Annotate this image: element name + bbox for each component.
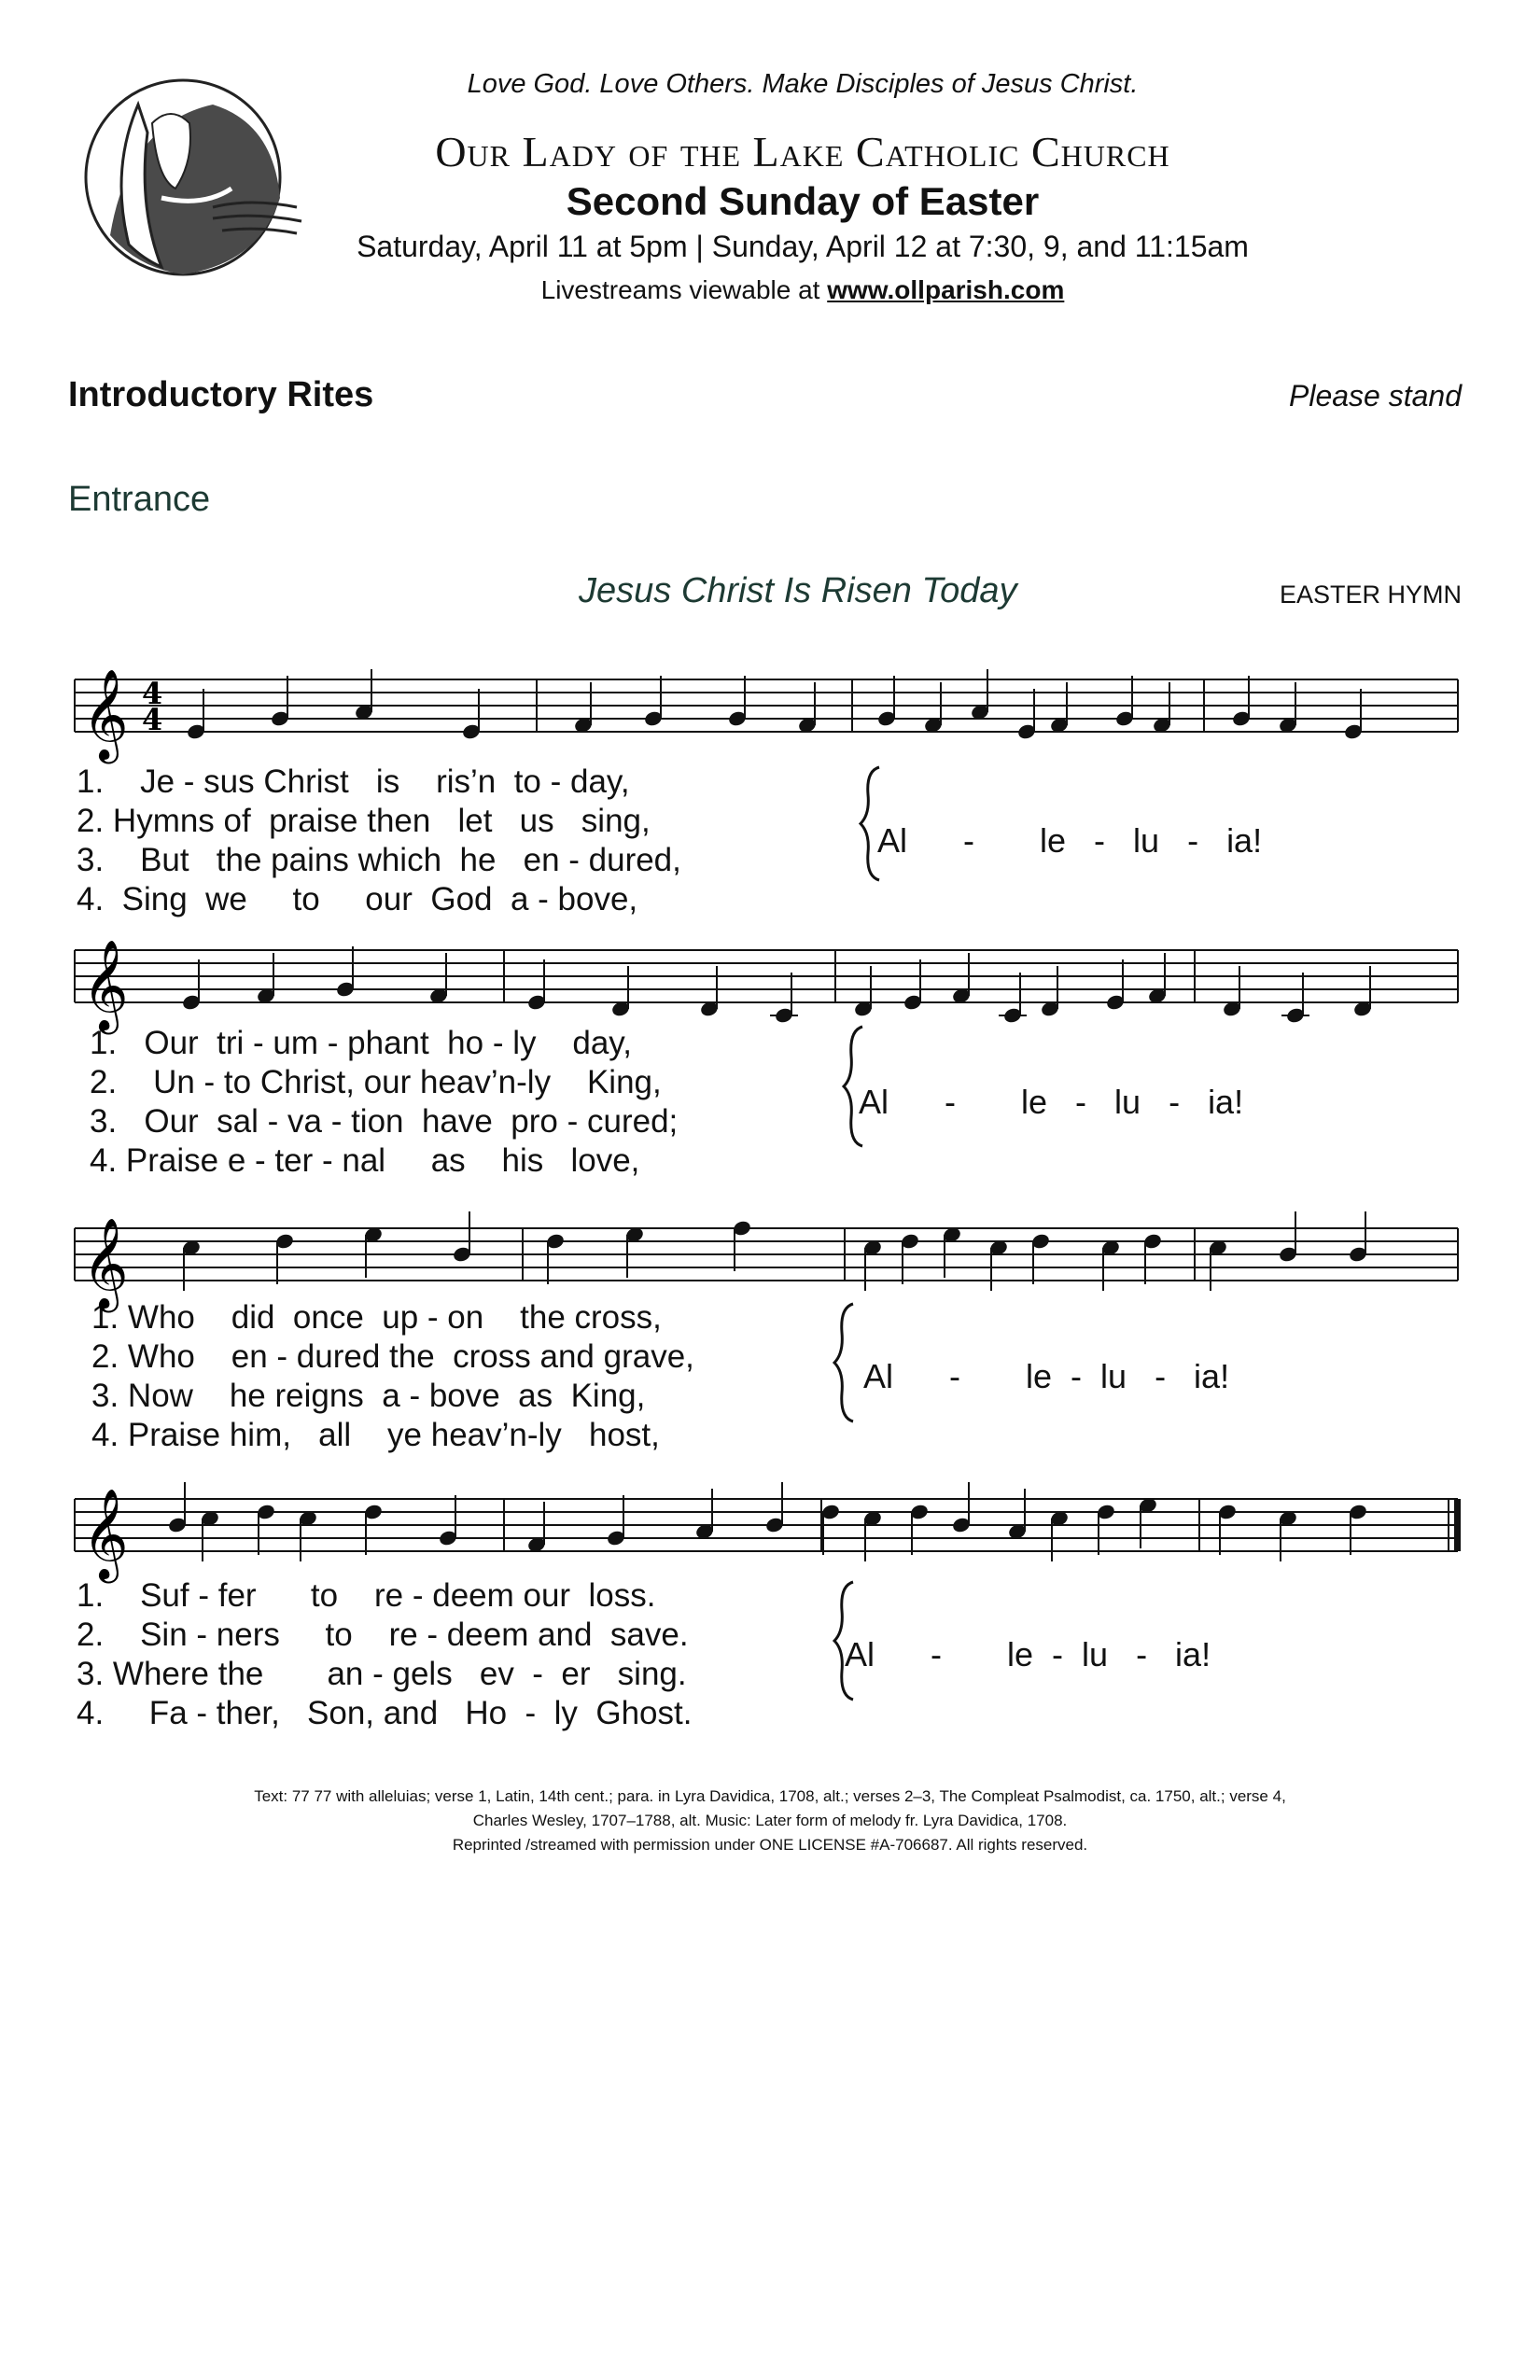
- music-system: [0, 1463, 1540, 1743]
- treble-clef-icon: 𝄞: [82, 939, 129, 1030]
- mass-times: Saturday, April 11 at 5pm | Sunday, April 12 at 7:30, 9, and 11:15am: [357, 230, 1249, 263]
- alleluia-line: Al - le - lu - ia!: [877, 821, 1263, 860]
- credit-line: Reprinted /streamed with permission under ONE LICENSE #A-706687. All rights reserved.: [452, 1836, 1088, 1854]
- verse-line: 1. Suf - fer to re - deem our loss.: [77, 1577, 656, 1614]
- verse-line: 2. Un - to Christ, our heav’n-ly King,: [90, 1064, 662, 1100]
- verse-line: 2. Sin - ners to re - deem and save.: [77, 1617, 689, 1653]
- section-heading: Introductory Rites: [68, 375, 374, 414]
- brace-svg: [859, 765, 896, 901]
- livestream-link[interactable]: www.ollparish.com: [827, 275, 1065, 304]
- final-barline: [1454, 1499, 1461, 1551]
- parish-motto: Love God. Love Others. Make Disciples of Jesus Christ.: [467, 69, 1139, 99]
- verse-line: 1. Our tri - um - phant ho - ly day,: [90, 1025, 632, 1061]
- verse-line: 2. Who en - dured the cross and grave,: [91, 1338, 694, 1375]
- time-signature-bottom: 4: [142, 702, 163, 737]
- livestream-prefix: Livestreams viewable at: [540, 275, 828, 304]
- tune-name: EASTER HYMN: [1279, 581, 1462, 609]
- verse-line: 4. Praise him, all ye heav’n-ly host,: [91, 1417, 660, 1453]
- brace-svg: [833, 1302, 870, 1442]
- verse-brace: [834, 1304, 853, 1421]
- verse-line: 4. Sing we to our God a - bove,: [77, 881, 638, 917]
- verse-brace: [834, 1582, 853, 1700]
- occasion-title: Second Sunday of Easter: [566, 179, 1040, 223]
- verse-line: 2. Hymns of praise then let us sing,: [77, 803, 651, 839]
- verse-brace: [861, 767, 879, 880]
- brace-svg: [842, 1025, 879, 1167]
- treble-clef-icon: 𝄞: [82, 1488, 129, 1579]
- music-system: [0, 1185, 1540, 1465]
- music-system: [0, 915, 1540, 1195]
- alleluia-line: Al - le - lu - ia!: [859, 1083, 1244, 1121]
- parish-logo: [73, 67, 306, 291]
- time-signature-top: 4: [142, 676, 163, 711]
- music-system: [0, 644, 1540, 924]
- verse-brace: [844, 1027, 862, 1146]
- treble-clef-icon: 𝄞: [82, 1217, 129, 1309]
- verse-line: 1. Who did once up - on the cross,: [91, 1299, 662, 1336]
- livestream-note: [280, 275, 1325, 305]
- staff-svg: [0, 1463, 1540, 1594]
- brace-svg: [833, 1580, 870, 1720]
- posture-instruction: Please stand: [1288, 379, 1462, 413]
- hymn-title: Jesus Christ Is Risen Today: [579, 571, 1017, 610]
- alleluia-line: Al - le - lu - ia!: [863, 1357, 1230, 1395]
- alleluia-line: Al - le - lu - ia!: [845, 1635, 1211, 1673]
- verse-line: 1. Je - sus Christ is ris’n to - day,: [77, 763, 630, 800]
- church-name: Our Lady of the Lake Catholic Church: [435, 128, 1170, 175]
- part-heading: Entrance: [68, 480, 211, 519]
- verse-line: 3. But the pains which he en - dured,: [77, 842, 681, 878]
- treble-clef-icon: 𝄞: [82, 668, 129, 760]
- copyright-credits: [140, 1785, 1400, 1857]
- credit-line: Text: 77 77 with alleluias; verse 1, Latin, 14th cent.; para. in Lyra Davidica, 1708, alt.; verses 2–3, The Compleat Psalmodist, ca. 1750, alt.; verse 4,: [254, 1787, 1286, 1805]
- verse-line: 3. Our sal - va - tion have pro - cured;: [90, 1103, 679, 1140]
- verse-line: 4. Praise e - ter - nal as his love,: [90, 1142, 640, 1179]
- verse-line: 4. Fa - ther, Son, and Ho - ly Ghost.: [77, 1695, 693, 1731]
- staff-svg: [0, 1185, 1540, 1316]
- verse-line: 3. Where the an - gels ev - er sing.: [77, 1656, 687, 1692]
- staff-svg: [0, 915, 1540, 1045]
- staff-svg: [0, 644, 1540, 775]
- credit-line: Charles Wesley, 1707–1788, alt. Music: Later form of melody fr. Lyra Davidica, 1708.: [472, 1812, 1068, 1829]
- verse-line: 3. Now he reigns a - bove as King,: [91, 1378, 646, 1414]
